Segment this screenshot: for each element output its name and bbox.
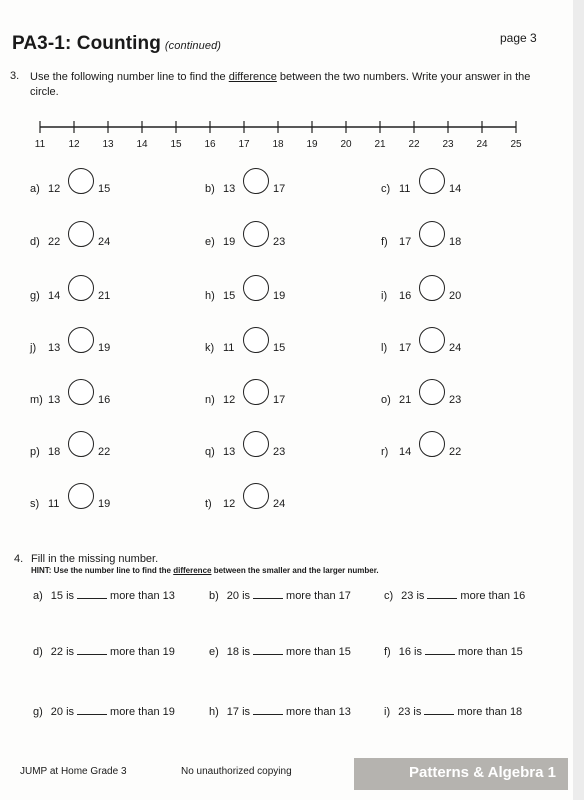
answer-circle[interactable] xyxy=(419,275,445,301)
number-line-tick-label: 11 xyxy=(34,139,46,150)
item-label: c) xyxy=(384,590,394,602)
item-label: k) xyxy=(205,342,215,354)
footer-publisher: JUMP at Home Grade 3 xyxy=(20,766,127,777)
item-statement-end: more than 13 xyxy=(110,590,175,602)
answer-circle[interactable] xyxy=(68,431,94,457)
title-text: PA3-1: Counting xyxy=(12,33,161,54)
question-3-text xyxy=(30,70,560,100)
difference-item xyxy=(30,486,140,516)
item-second-number: 24 xyxy=(449,342,462,354)
answer-circle[interactable] xyxy=(419,379,445,405)
fill-in-item xyxy=(384,645,523,658)
answer-circle[interactable] xyxy=(419,168,445,194)
item-first-number: 22 xyxy=(48,236,61,248)
item-statement-end: more than 19 xyxy=(110,706,175,718)
answer-circle[interactable] xyxy=(68,221,94,247)
question-4-text: Fill in the missing number. xyxy=(31,553,159,565)
number-line-tick-label: 24 xyxy=(476,139,488,150)
item-statement-start: 23 is xyxy=(398,706,422,718)
item-second-number: 19 xyxy=(273,290,286,302)
item-second-number: 21 xyxy=(98,290,111,302)
item-first-number: 16 xyxy=(399,290,412,302)
item-first-number: 21 xyxy=(399,394,412,406)
item-label: i) xyxy=(381,290,388,302)
fill-in-item xyxy=(33,589,175,602)
answer-circle[interactable] xyxy=(68,327,94,353)
difference-item xyxy=(381,330,491,360)
number-line-tick-label: 22 xyxy=(408,139,420,150)
number-line xyxy=(0,110,584,155)
item-first-number: 11 xyxy=(223,342,235,354)
item-statement-start: 16 is xyxy=(398,646,422,658)
item-label: j) xyxy=(30,342,37,354)
item-label: a) xyxy=(33,590,43,602)
footer-copyright: No unauthorized copying xyxy=(181,766,292,777)
difference-item xyxy=(381,434,491,464)
hint-keyword: difference xyxy=(173,566,212,575)
answer-blank[interactable] xyxy=(77,705,107,715)
difference-item xyxy=(205,224,315,254)
answer-circle[interactable] xyxy=(419,221,445,247)
item-statement-start: 18 is xyxy=(226,646,251,658)
answer-circle[interactable] xyxy=(243,275,269,301)
item-label: g) xyxy=(33,706,43,718)
difference-item xyxy=(30,382,140,412)
answer-circle[interactable] xyxy=(243,168,269,194)
item-first-number: 14 xyxy=(399,446,412,458)
item-label: t) xyxy=(205,498,212,510)
q3-text-before: Use the following number line to find the xyxy=(30,71,229,83)
answer-circle[interactable] xyxy=(243,431,269,457)
item-statement-end: more than 16 xyxy=(460,590,526,602)
answer-circle[interactable] xyxy=(243,379,269,405)
item-second-number: 15 xyxy=(273,342,286,354)
item-first-number: 13 xyxy=(48,394,61,406)
item-label: b) xyxy=(209,590,219,602)
difference-item xyxy=(205,382,315,412)
hint-after: between the smaller and the larger number. xyxy=(211,566,379,575)
item-label: a) xyxy=(30,183,40,195)
item-label: s) xyxy=(30,498,40,510)
item-label: q) xyxy=(205,446,215,458)
item-label: m) xyxy=(30,394,43,406)
item-second-number: 23 xyxy=(273,236,286,248)
page-title xyxy=(12,33,221,55)
item-second-number: 19 xyxy=(98,342,111,354)
item-first-number: 13 xyxy=(48,342,61,354)
item-statement-start: 20 is xyxy=(50,706,75,718)
item-second-number: 22 xyxy=(98,446,111,458)
item-label: b) xyxy=(205,183,215,195)
footer-section-banner xyxy=(354,758,568,790)
fill-in-item xyxy=(209,705,351,718)
item-second-number: 19 xyxy=(98,498,111,510)
item-label: e) xyxy=(205,236,215,248)
item-first-number: 15 xyxy=(223,290,236,302)
difference-item xyxy=(205,486,315,516)
fill-in-item xyxy=(33,705,175,718)
question-4-hint xyxy=(31,566,379,575)
question-4-number: 4. xyxy=(14,553,24,565)
difference-item xyxy=(381,278,491,308)
item-statement-start: 15 is xyxy=(50,590,75,602)
item-statement-end: more than 15 xyxy=(286,646,351,658)
answer-circle[interactable] xyxy=(419,327,445,353)
difference-item xyxy=(381,171,491,201)
item-statement-end: more than 13 xyxy=(286,706,351,718)
difference-item xyxy=(30,224,140,254)
item-statement-start: 17 is xyxy=(226,706,251,718)
fill-in-item xyxy=(209,645,351,658)
answer-blank[interactable] xyxy=(253,645,283,655)
item-second-number: 23 xyxy=(273,446,286,458)
difference-item xyxy=(30,330,140,360)
item-first-number: 13 xyxy=(223,446,236,458)
number-line-tick-label: 12 xyxy=(68,139,80,150)
item-second-number: 22 xyxy=(449,446,462,458)
item-label: c) xyxy=(381,183,391,195)
item-label: p) xyxy=(30,446,40,458)
number-line-tick-label: 25 xyxy=(510,139,522,150)
answer-blank[interactable] xyxy=(253,589,283,599)
answer-blank[interactable] xyxy=(425,645,455,655)
answer-blank[interactable] xyxy=(253,705,283,715)
item-label: f) xyxy=(384,646,391,658)
item-first-number: 19 xyxy=(223,236,236,248)
number-line-tick-label: 17 xyxy=(238,139,250,150)
answer-circle[interactable] xyxy=(243,327,269,353)
answer-circle[interactable] xyxy=(68,379,94,405)
answer-circle[interactable] xyxy=(68,483,94,509)
item-label: h) xyxy=(209,706,219,718)
item-second-number: 18 xyxy=(449,236,462,248)
item-second-number: 23 xyxy=(449,394,462,406)
difference-item xyxy=(205,434,315,464)
item-label: h) xyxy=(205,290,215,302)
item-statement-end: more than 19 xyxy=(110,646,175,658)
item-label: d) xyxy=(30,236,40,248)
difference-item xyxy=(30,171,140,201)
item-label: n) xyxy=(205,394,215,406)
item-first-number: 11 xyxy=(399,183,411,195)
item-statement-end: more than 17 xyxy=(286,590,351,602)
number-line-tick-label: 23 xyxy=(442,139,454,150)
item-statement-end: more than 18 xyxy=(457,706,523,718)
item-second-number: 16 xyxy=(98,394,111,406)
answer-circle[interactable] xyxy=(419,431,445,457)
item-first-number: 14 xyxy=(48,290,61,302)
item-label: i) xyxy=(384,706,391,718)
answer-blank[interactable] xyxy=(77,589,107,599)
number-line-tick-label: 19 xyxy=(306,139,318,150)
item-label: r) xyxy=(381,446,389,458)
answer-circle[interactable] xyxy=(243,483,269,509)
item-second-number: 24 xyxy=(98,236,111,248)
item-first-number: 13 xyxy=(223,183,236,195)
hint-before: HINT: Use the number line to find the xyxy=(31,566,174,575)
item-second-number: 17 xyxy=(273,394,286,406)
number-line-tick-label: 13 xyxy=(102,139,114,150)
item-statement-start: 20 is xyxy=(226,590,251,602)
item-first-number: 17 xyxy=(399,342,412,354)
difference-item xyxy=(30,434,140,464)
item-label: e) xyxy=(209,646,219,658)
number-line-tick-label: 15 xyxy=(170,139,182,150)
item-first-number: 17 xyxy=(399,236,412,248)
number-line-tick-label: 18 xyxy=(272,139,284,150)
item-first-number: 12 xyxy=(223,498,236,510)
fill-in-item xyxy=(384,705,522,718)
difference-item xyxy=(205,278,315,308)
item-label: o) xyxy=(381,394,391,406)
item-statement-start: 22 is xyxy=(50,646,75,658)
item-first-number: 18 xyxy=(48,446,61,458)
item-statement-start: 23 is xyxy=(401,590,425,602)
answer-circle[interactable] xyxy=(68,168,94,194)
title-continued: (continued) xyxy=(164,40,222,52)
item-label: f) xyxy=(381,236,388,248)
page-number: page 3 xyxy=(500,31,537,45)
item-second-number: 20 xyxy=(449,290,462,302)
answer-blank[interactable] xyxy=(424,705,454,715)
question-3-number: 3. xyxy=(10,70,20,82)
answer-circle[interactable] xyxy=(243,221,269,247)
difference-item xyxy=(30,278,140,308)
number-line-tick-label: 20 xyxy=(340,139,352,150)
item-label: l) xyxy=(381,342,388,354)
item-second-number: 24 xyxy=(273,498,286,510)
fill-in-item xyxy=(209,589,351,602)
footer-section-label: Patterns & Algebra 1 xyxy=(409,764,556,781)
number-line-tick-label: 21 xyxy=(374,139,386,150)
difference-item xyxy=(381,382,491,412)
difference-item xyxy=(205,330,315,360)
answer-blank[interactable] xyxy=(77,645,107,655)
number-line-tick-label: 14 xyxy=(136,139,148,150)
q3-keyword: difference xyxy=(228,71,277,83)
item-second-number: 15 xyxy=(98,183,111,195)
answer-circle[interactable] xyxy=(68,275,94,301)
fill-in-item xyxy=(384,589,525,602)
difference-item xyxy=(205,171,315,201)
item-label: d) xyxy=(33,646,43,658)
number-line-tick-label: 16 xyxy=(204,139,216,150)
item-first-number: 11 xyxy=(48,498,60,510)
item-second-number: 17 xyxy=(273,183,286,195)
fill-in-item xyxy=(33,645,175,658)
item-statement-end: more than 15 xyxy=(457,646,523,658)
answer-blank[interactable] xyxy=(427,589,457,599)
item-first-number: 12 xyxy=(223,394,236,406)
item-second-number: 14 xyxy=(449,183,462,195)
difference-item xyxy=(381,224,491,254)
item-label: g) xyxy=(30,290,40,302)
q3-text-after: between the two numbers. Write your answer in the circle. xyxy=(30,71,531,98)
item-first-number: 12 xyxy=(48,183,61,195)
